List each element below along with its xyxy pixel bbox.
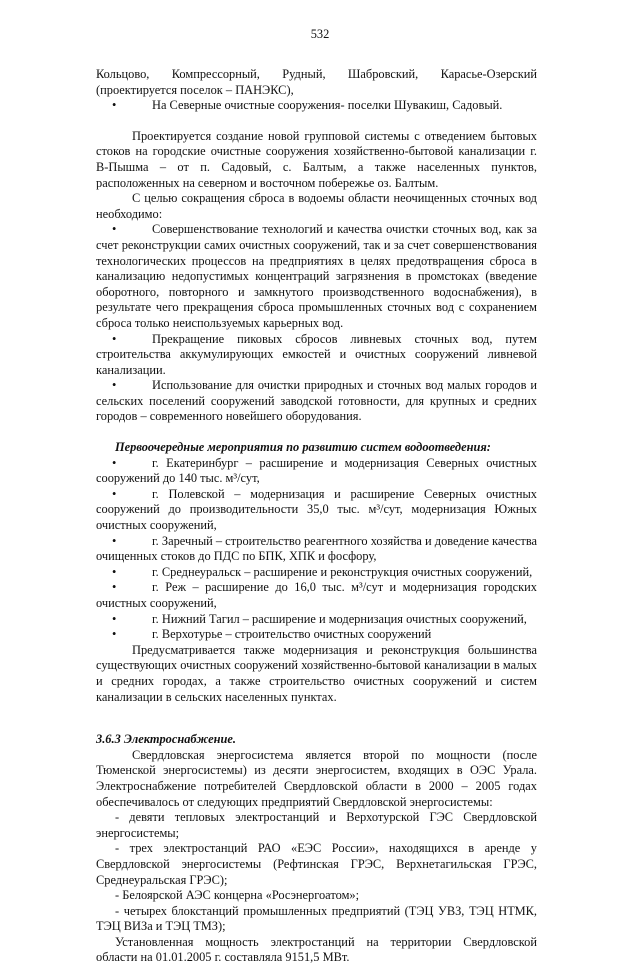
bullet-item	[96, 487, 537, 534]
bullet-item	[96, 222, 537, 331]
bullet-icon: •	[112, 611, 117, 626]
bullet-item	[96, 534, 537, 565]
paragraph: Предусматривается также модернизация и реконструкция большинства существующих очистных сооружений хозяйственно-бытовой канализации в малых и средних городах, а также строительство очистных сооружений и систем канализации в сельских населенных пунктах.	[96, 642, 537, 704]
bullet-icon: •	[112, 455, 117, 470]
bullet-text: г. Реж – расширение до 16,0 тыс. м³/сут и модернизация городских очистных сооружений,	[96, 580, 537, 610]
paragraph: - трех электростанций РАО «ЕЭС России», находящихся в аренде у Свердловской энергосистемы (Рефтинская ГРЭС, Верхнетагильская ГРЭС, Среднеуральская ГРЭС);	[96, 841, 537, 887]
bullet-icon: •	[112, 331, 117, 346]
bullet-icon: •	[112, 580, 117, 595]
bullet-icon: •	[112, 564, 117, 579]
paragraph: - девяти тепловых электростанций и Верхотурской ГЭС Свердловской энергосистемы;	[96, 810, 537, 840]
paragraph: - Белоярской АЭС концерна «Росэнергоатом»;	[115, 888, 360, 903]
section-heading: 3.6.3 Электроснабжение.	[96, 732, 236, 747]
paragraph: Свердловская энергосистема является второй по мощности (после Тюменской энергосистемы) из десяти энергосистем, входящих в ОЭС Урала. Электроснабжение потребителей Свердловской области в 2000 – 2005 годах обеспечивалось от следующих предприятий Свердловской энергосистемы:	[96, 747, 537, 809]
bullet-text: Прекращение пиковых сбросов ливневых сточных вод, путем строительства аккумулирующих емкостей и очистных сооружений ливневой канализации.	[96, 331, 537, 377]
bullet-icon: •	[112, 486, 117, 501]
bullet-item	[96, 378, 537, 425]
bullet-item	[96, 98, 537, 114]
section-heading: Первоочередные мероприятия по развитию систем водоотведения:	[115, 440, 491, 455]
bullet-icon: •	[112, 98, 117, 113]
bullet-text: Использование для очистки природных и сточных вод малых городов и сельских поселений сооружений заводской готовности, для крупных и средних городов – современного новейшего оборудования.	[96, 378, 537, 424]
bullet-item	[96, 580, 537, 611]
paragraph: Установленная мощность электростанций на территории Свердловской области на 01.01.2005 г. составляла 9151,5 МВт.	[96, 934, 537, 965]
paragraph: Проектируется создание новой групповой системы с отведением бытовых стоков на городские очистные сооружения хозяйственно-бытовой канализации г. В-Пышма – от п. Садовый, с. Балтым, а также населенных пунктов, расположенных на северном и восточном побережье оз. Балтым.	[96, 128, 537, 190]
bullet-text: На Северные очистные сооружения- поселки Шувакиш, Садовый.	[152, 98, 503, 113]
bullet-item	[96, 565, 537, 581]
bullet-text: г. Нижний Тагил – расширение и модернизация очистных сооружений,	[152, 611, 527, 626]
bullet-text: г. Заречный – строительство реагентного хозяйства и доведение качества очищенных стоков до ПДС по БПК, ХПК и фосфору,	[96, 533, 538, 564]
paragraph: С целью сокращения сброса в водоемы области неочищенных сточных вод необходимо:	[96, 191, 537, 221]
bullet-item	[96, 627, 537, 643]
page-content	[96, 67, 537, 966]
paragraph: Кольцово, Компрессорный, Рудный, Шабровский, Карасье-Озерский (проектируется поселок – ПАНЭКС),	[96, 67, 537, 97]
bullet-text: г. Верхотурье – строительство очистных сооружений	[152, 627, 432, 642]
paragraph: - четырех блокстанций промышленных предприятий (ТЭЦ УВЗ, ТЭЦ НТМК, ТЭЦ ВИЗа и ТЭЦ ТМЗ);	[96, 903, 537, 934]
bullet-icon: •	[112, 378, 117, 393]
page-number: 532	[310, 27, 330, 41]
bullet-item	[96, 612, 537, 628]
bullet-icon: •	[112, 627, 117, 642]
bullet-text: г. Полевской – модернизация и расширение Северных очистных сооружений до производительности 35,0 тыс. м³/сут, модернизация Южных очистных сооружений,	[96, 486, 537, 533]
bullet-item	[96, 456, 537, 487]
bullet-icon: •	[112, 533, 117, 548]
bullet-text: г. Екатеринбург – расширение и модернизация Северных очистных сооружений до 140 тыс. м³/сут,	[96, 455, 537, 486]
bullet-icon: •	[112, 222, 117, 237]
bullet-item	[96, 332, 537, 379]
bullet-text: г. Среднеуральск – расширение и реконструкция очистных сооружений,	[152, 564, 533, 579]
bullet-text: Совершенствование технологий и качества очистки сточных вод, как за счет реконструкции самих очистных сооружений, так и за счет совершенствования технологических процессов на предприятиях в целях предотвращения сброса в канализацию недопустимых концентраций загрязнения в промстоках (введение оборотного, повторного и замкнутого производственного водоснабжения), в результате чего прекращения сброса промышленных сточных вод с сохранением сброса только неиспользуемых карьерных вод.	[96, 222, 537, 330]
